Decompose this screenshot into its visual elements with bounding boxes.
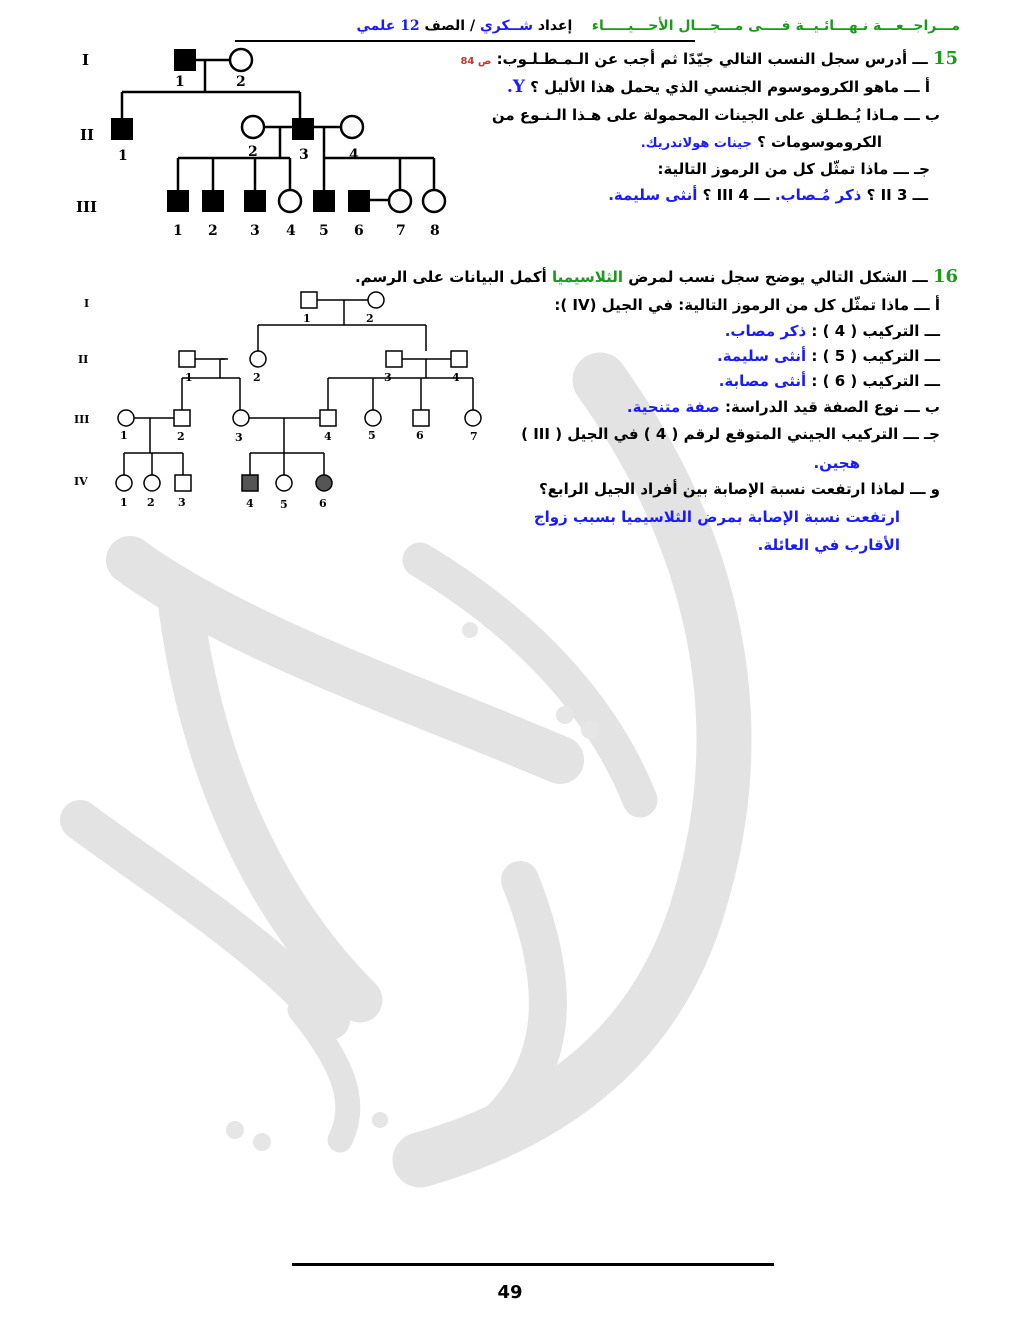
q16-id-label: 7 bbox=[470, 430, 478, 443]
q15-gen-label: I bbox=[82, 51, 90, 69]
q15-id-label: 1 bbox=[173, 223, 183, 239]
q15-id-label: 7 bbox=[396, 223, 406, 239]
q16-id-label: 2 bbox=[147, 496, 155, 509]
q16-a-item2-label: ـــ التركيب ( 5 ) : bbox=[811, 347, 940, 365]
q16-id-label: 2 bbox=[366, 312, 374, 325]
q15-gen2-female bbox=[341, 116, 363, 138]
q16-a-item1-label: ـــ التركيب ( 4 ) : bbox=[811, 322, 940, 340]
q16-gen4-female-affected bbox=[316, 475, 332, 491]
q15-b-question-line2: الكروموسومات ؟ bbox=[757, 133, 882, 151]
q16-b-question: ب ـــ نوع الصفة قيد الدراسة: bbox=[725, 398, 940, 416]
q16-a-item2-answer: أنثى سليمة. bbox=[717, 347, 807, 365]
q15-gen3-male-affected bbox=[244, 190, 266, 212]
q16-pedigree bbox=[60, 285, 490, 515]
q15-prompt-text: ـــ أدرس سجل النسب التالي جيّدًا ثم أجب عن الـمـطـلـوب: bbox=[496, 50, 928, 68]
q15-id-label: 4 bbox=[286, 223, 296, 239]
q15-c-item2-answer: أنثى سليمة. bbox=[608, 186, 698, 204]
q16-d-answer-line2: الأقارب في العائلة. bbox=[757, 536, 900, 554]
q16-number: 16 bbox=[932, 266, 958, 287]
q16-d-question: و ـــ لماذا ارتفعت نسبة الإصابة بين أفراد الجيل الرابع؟ bbox=[538, 480, 940, 498]
q16-b-answer: صفة متنحية. bbox=[626, 398, 720, 416]
q16-id-label: 5 bbox=[280, 498, 288, 511]
q16-gen-label: IV bbox=[74, 475, 88, 488]
q16-id-label: 6 bbox=[416, 429, 424, 442]
q16-id-label: 1 bbox=[120, 496, 128, 509]
q15-id-label: 2 bbox=[208, 223, 218, 239]
page-number: 49 bbox=[497, 1282, 523, 1303]
q15-a-answer: Y. bbox=[506, 77, 525, 97]
q16-gen2-female bbox=[250, 351, 266, 367]
q15-id-label: 3 bbox=[250, 223, 260, 239]
q15-id-label: 1 bbox=[118, 148, 128, 164]
q16-gen4-female bbox=[276, 475, 292, 491]
q16-a-item1 bbox=[725, 322, 940, 340]
q16-gen3-male bbox=[413, 410, 429, 426]
q16-gen3-female bbox=[233, 410, 249, 426]
q15-c-item1-label: ـــ II 3 ؟ bbox=[866, 186, 928, 204]
q16-id-label: 4 bbox=[246, 497, 254, 510]
q15-gen1-female bbox=[230, 49, 252, 71]
q16-id-label: 2 bbox=[177, 430, 185, 443]
q15-c-item2-label: ـــ III 4 ؟ bbox=[702, 186, 770, 204]
q16-gen2-male bbox=[179, 351, 195, 367]
q16-id-label: 5 bbox=[368, 429, 376, 442]
q15-id-label: 2 bbox=[236, 74, 246, 90]
q16-id-label: 1 bbox=[120, 429, 128, 442]
header-track: علمي bbox=[356, 18, 396, 34]
q16-gen3-female bbox=[465, 410, 481, 426]
q16-a-item3 bbox=[719, 372, 940, 390]
q15-b-answer: جينات هولاندريك. bbox=[640, 136, 752, 151]
q15-b-question-line1: ب ـــ مـاذا يُـطـلق على الجينات المحمولة على هـذا الـنـوع من bbox=[491, 106, 940, 124]
q15-gen3-female bbox=[279, 190, 301, 212]
q15-gen3-male-affected bbox=[202, 190, 224, 212]
q16-disease: الثلاسيميا bbox=[552, 268, 623, 286]
q16-id-label: 6 bbox=[319, 497, 327, 510]
q16-gen4-female bbox=[144, 475, 160, 491]
q16-prompt-text: ـــ الشكل التالي يوضح سجل نسب لمرض bbox=[628, 268, 928, 286]
q16-a-item3-answer: أنثى مصابة. bbox=[718, 372, 807, 390]
header-grade: 12 bbox=[400, 18, 420, 34]
q16-gen1-female bbox=[368, 292, 384, 308]
q16-gen3-female bbox=[365, 410, 381, 426]
q15-pedigree bbox=[60, 30, 460, 245]
q15-b bbox=[641, 133, 882, 151]
header-grade-label: / الصف bbox=[424, 18, 476, 34]
q16-a-item1-answer: ذكر مصاب. bbox=[724, 322, 807, 340]
q16-id-label: 3 bbox=[178, 496, 186, 509]
q15-c-items bbox=[608, 186, 928, 204]
q16-a-question: أ ـــ ماذا تمثّل كل من الرموز التالية: في الجيل (IV ): bbox=[554, 296, 940, 314]
q16-a-item2 bbox=[717, 347, 940, 365]
q16-gen4-male-affected bbox=[242, 475, 258, 491]
q15-id-label: 2 bbox=[248, 144, 258, 160]
q15-gen3-male-affected bbox=[167, 190, 189, 212]
q15-page-ref: ص 84 bbox=[460, 56, 492, 67]
q16-a-item3-label: ـــ التركيب ( 6 ) : bbox=[811, 372, 940, 390]
q16-id-label: 2 bbox=[253, 371, 261, 384]
q16-gen1-male bbox=[301, 292, 317, 308]
footer-rule bbox=[292, 1263, 774, 1266]
q15-id-label: 5 bbox=[319, 223, 329, 239]
q15-id-label: 4 bbox=[349, 147, 359, 163]
q16-id-label: 4 bbox=[452, 371, 460, 384]
q15-c-item1-answer: ذكر مُـصاب. bbox=[774, 186, 862, 204]
q15-gen2-male-affected bbox=[292, 118, 314, 140]
q15-id-label: 3 bbox=[299, 147, 309, 163]
q15-c-question: جـ ـــ ماذا تمثّل كل من الرموز التالية: bbox=[657, 160, 930, 178]
q16-c-answer: هجين. bbox=[813, 454, 860, 472]
q15-gen3-female bbox=[423, 190, 445, 212]
q16-gen2-male bbox=[451, 351, 467, 367]
q16-b bbox=[627, 398, 940, 416]
q15-id-label: 1 bbox=[175, 74, 185, 90]
q16-d-answer-line1: ارتفعت نسبة الإصابة بمرض الثلاسيميا بسبب زواج bbox=[533, 508, 900, 526]
q16-c-question: جـ ـــ التركيب الجيني المتوقع لرقم ( 4 ) في الجيل ( III ) bbox=[521, 425, 940, 443]
q16-gen-label: I bbox=[84, 297, 90, 310]
q15-gen2-male-affected bbox=[111, 118, 133, 140]
q15-number: 15 bbox=[932, 48, 958, 69]
q15-gen1-male-affected bbox=[174, 49, 196, 71]
header-prepared-by: إعداد bbox=[537, 18, 573, 34]
q16-id-label: 4 bbox=[324, 430, 332, 443]
q16-gen3-female bbox=[118, 410, 134, 426]
q16-gen4-male bbox=[175, 475, 191, 491]
q15-prompt bbox=[460, 48, 958, 69]
q15-gen3-male-affected bbox=[313, 190, 335, 212]
q16-prompt-text2: أكمل البيانات على الرسم. bbox=[354, 268, 547, 286]
q16-gen3-male bbox=[174, 410, 190, 426]
q15-gen3-female bbox=[389, 190, 411, 212]
q16-id-label: 3 bbox=[384, 371, 392, 384]
q16-gen-label: II bbox=[78, 353, 89, 366]
q15-id-label: 8 bbox=[430, 223, 440, 239]
q16-id-label: 1 bbox=[303, 312, 311, 325]
q16-gen4-female bbox=[116, 475, 132, 491]
q15-gen-label: II bbox=[80, 126, 95, 144]
header-title: مـــراجــعـــة نـهـــائـيــة فــــى مـــجـــال الأحـــيـــــاء bbox=[591, 18, 960, 34]
q16-gen-label: III bbox=[74, 413, 90, 426]
q15-a-question: أ ـــ ماهو الكروموسوم الجنسي الذي يحمل هذا الأليل ؟ bbox=[530, 78, 930, 96]
q16-id-label: 1 bbox=[185, 371, 193, 384]
q15-gen3-male-affected bbox=[348, 190, 370, 212]
q15-gen2-female bbox=[242, 116, 264, 138]
q16-gen2-male bbox=[386, 351, 402, 367]
q15-id-label: 6 bbox=[354, 223, 364, 239]
q16-gen3-male bbox=[320, 410, 336, 426]
q15-a bbox=[507, 77, 930, 97]
q15-gen-label: III bbox=[76, 198, 98, 216]
header-author: شــكري bbox=[479, 18, 533, 34]
q16-id-label: 3 bbox=[235, 431, 243, 444]
q16-prompt bbox=[355, 266, 958, 287]
